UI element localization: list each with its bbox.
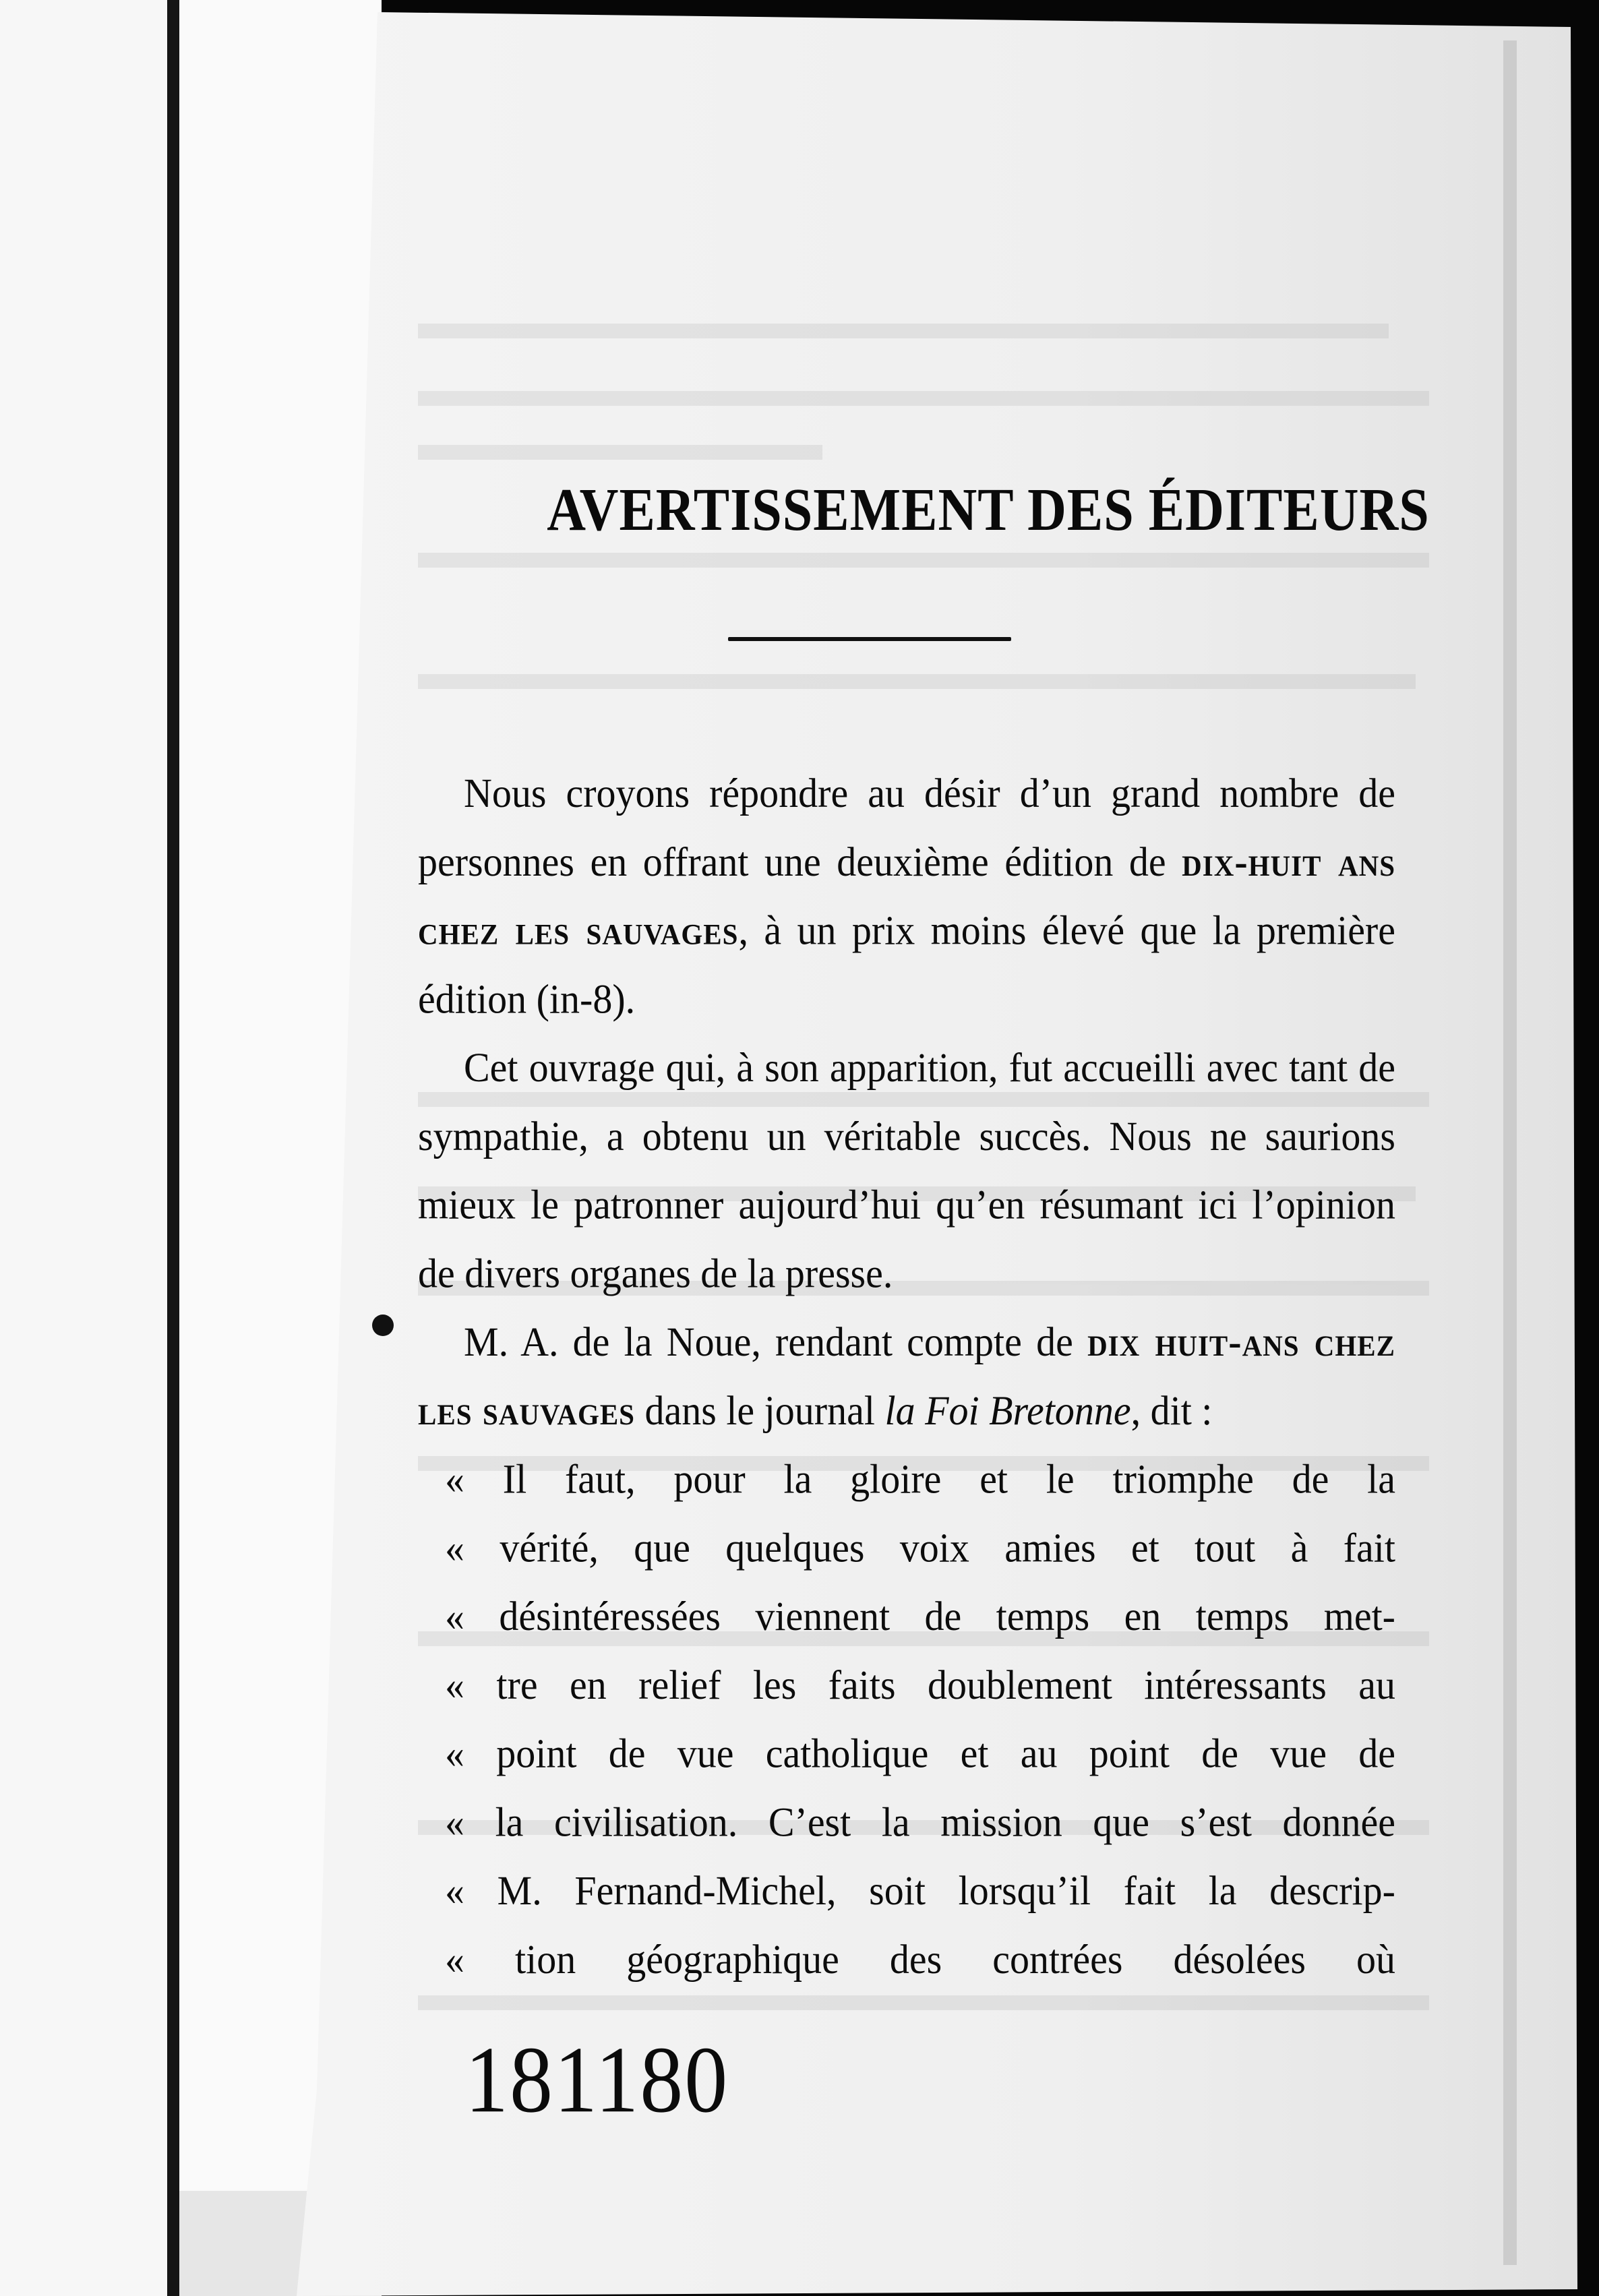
page-title: AVERTISSEMENT DES ÉDITEURS bbox=[547, 477, 1430, 544]
paragraph-2 bbox=[418, 1033, 1395, 1308]
printed-page bbox=[378, 0, 1599, 2296]
quote-line: « point de vue catholique et au point de vue de bbox=[445, 1730, 1395, 1777]
paragraph-3-part-5: , dit : bbox=[1130, 1387, 1213, 1434]
left-leaf-surface bbox=[0, 0, 167, 2296]
quote-line: « vérité, que quelques voix amies et tout à fait bbox=[445, 1524, 1395, 1571]
paragraph-1-part-1: Nous croyons répondre au désir d’un grand nombre de personnes en offrant une deuxième édition de bbox=[418, 769, 1395, 885]
quote-line: « M. Fernand-Michel, soit lorsqu’il fait la descrip- bbox=[445, 1867, 1395, 1914]
left-leaf-edge bbox=[167, 0, 179, 2296]
paragraph-2-text: Cet ouvrage qui, à son apparition, fut accueilli avec tant de sympathie, a obtenu un véritable succès. Nous ne saurions mieux le patronner aujourd’hui qu’en résumant ici l’opinion de divers organes de la presse. bbox=[418, 1044, 1395, 1297]
quote-line: « la civilisation. C’est la mission que s’est donnée bbox=[445, 1799, 1395, 1846]
quote-line: « Il faut, pour la gloire et le triomphe de la bbox=[445, 1455, 1395, 1503]
paragraph-1-part-3: , à un prix moins élevé que la première édition (in-8). bbox=[418, 907, 1395, 1023]
paragraph-3-part-3: dans le journal bbox=[635, 1387, 885, 1434]
body-text bbox=[418, 759, 1395, 1994]
book-title-smallcaps: dix-huit ans chez les sauvages bbox=[418, 838, 1395, 954]
title-rule bbox=[728, 637, 1011, 641]
paragraph-3-part-1: M. A. de la Noue, rendant compte de bbox=[464, 1318, 1088, 1365]
quote-line: « désintéressées viennent de temps en temps met- bbox=[445, 1593, 1395, 1639]
catalog-stamp-number: 181180 bbox=[465, 2026, 729, 2133]
quote-line: « tre en relief les faits doublement intéressants au bbox=[445, 1661, 1395, 1708]
journal-name: la Foi Bretonne bbox=[884, 1387, 1131, 1434]
book-title-smallcaps-2: dix huit-ans chez les sauvages bbox=[418, 1318, 1395, 1434]
quotation-block bbox=[445, 1445, 1395, 1994]
paragraph-3 bbox=[418, 1308, 1395, 1445]
paragraph-1 bbox=[418, 759, 1395, 1033]
quote-line: « tion géographique des contrées désolées où bbox=[445, 1935, 1395, 1983]
